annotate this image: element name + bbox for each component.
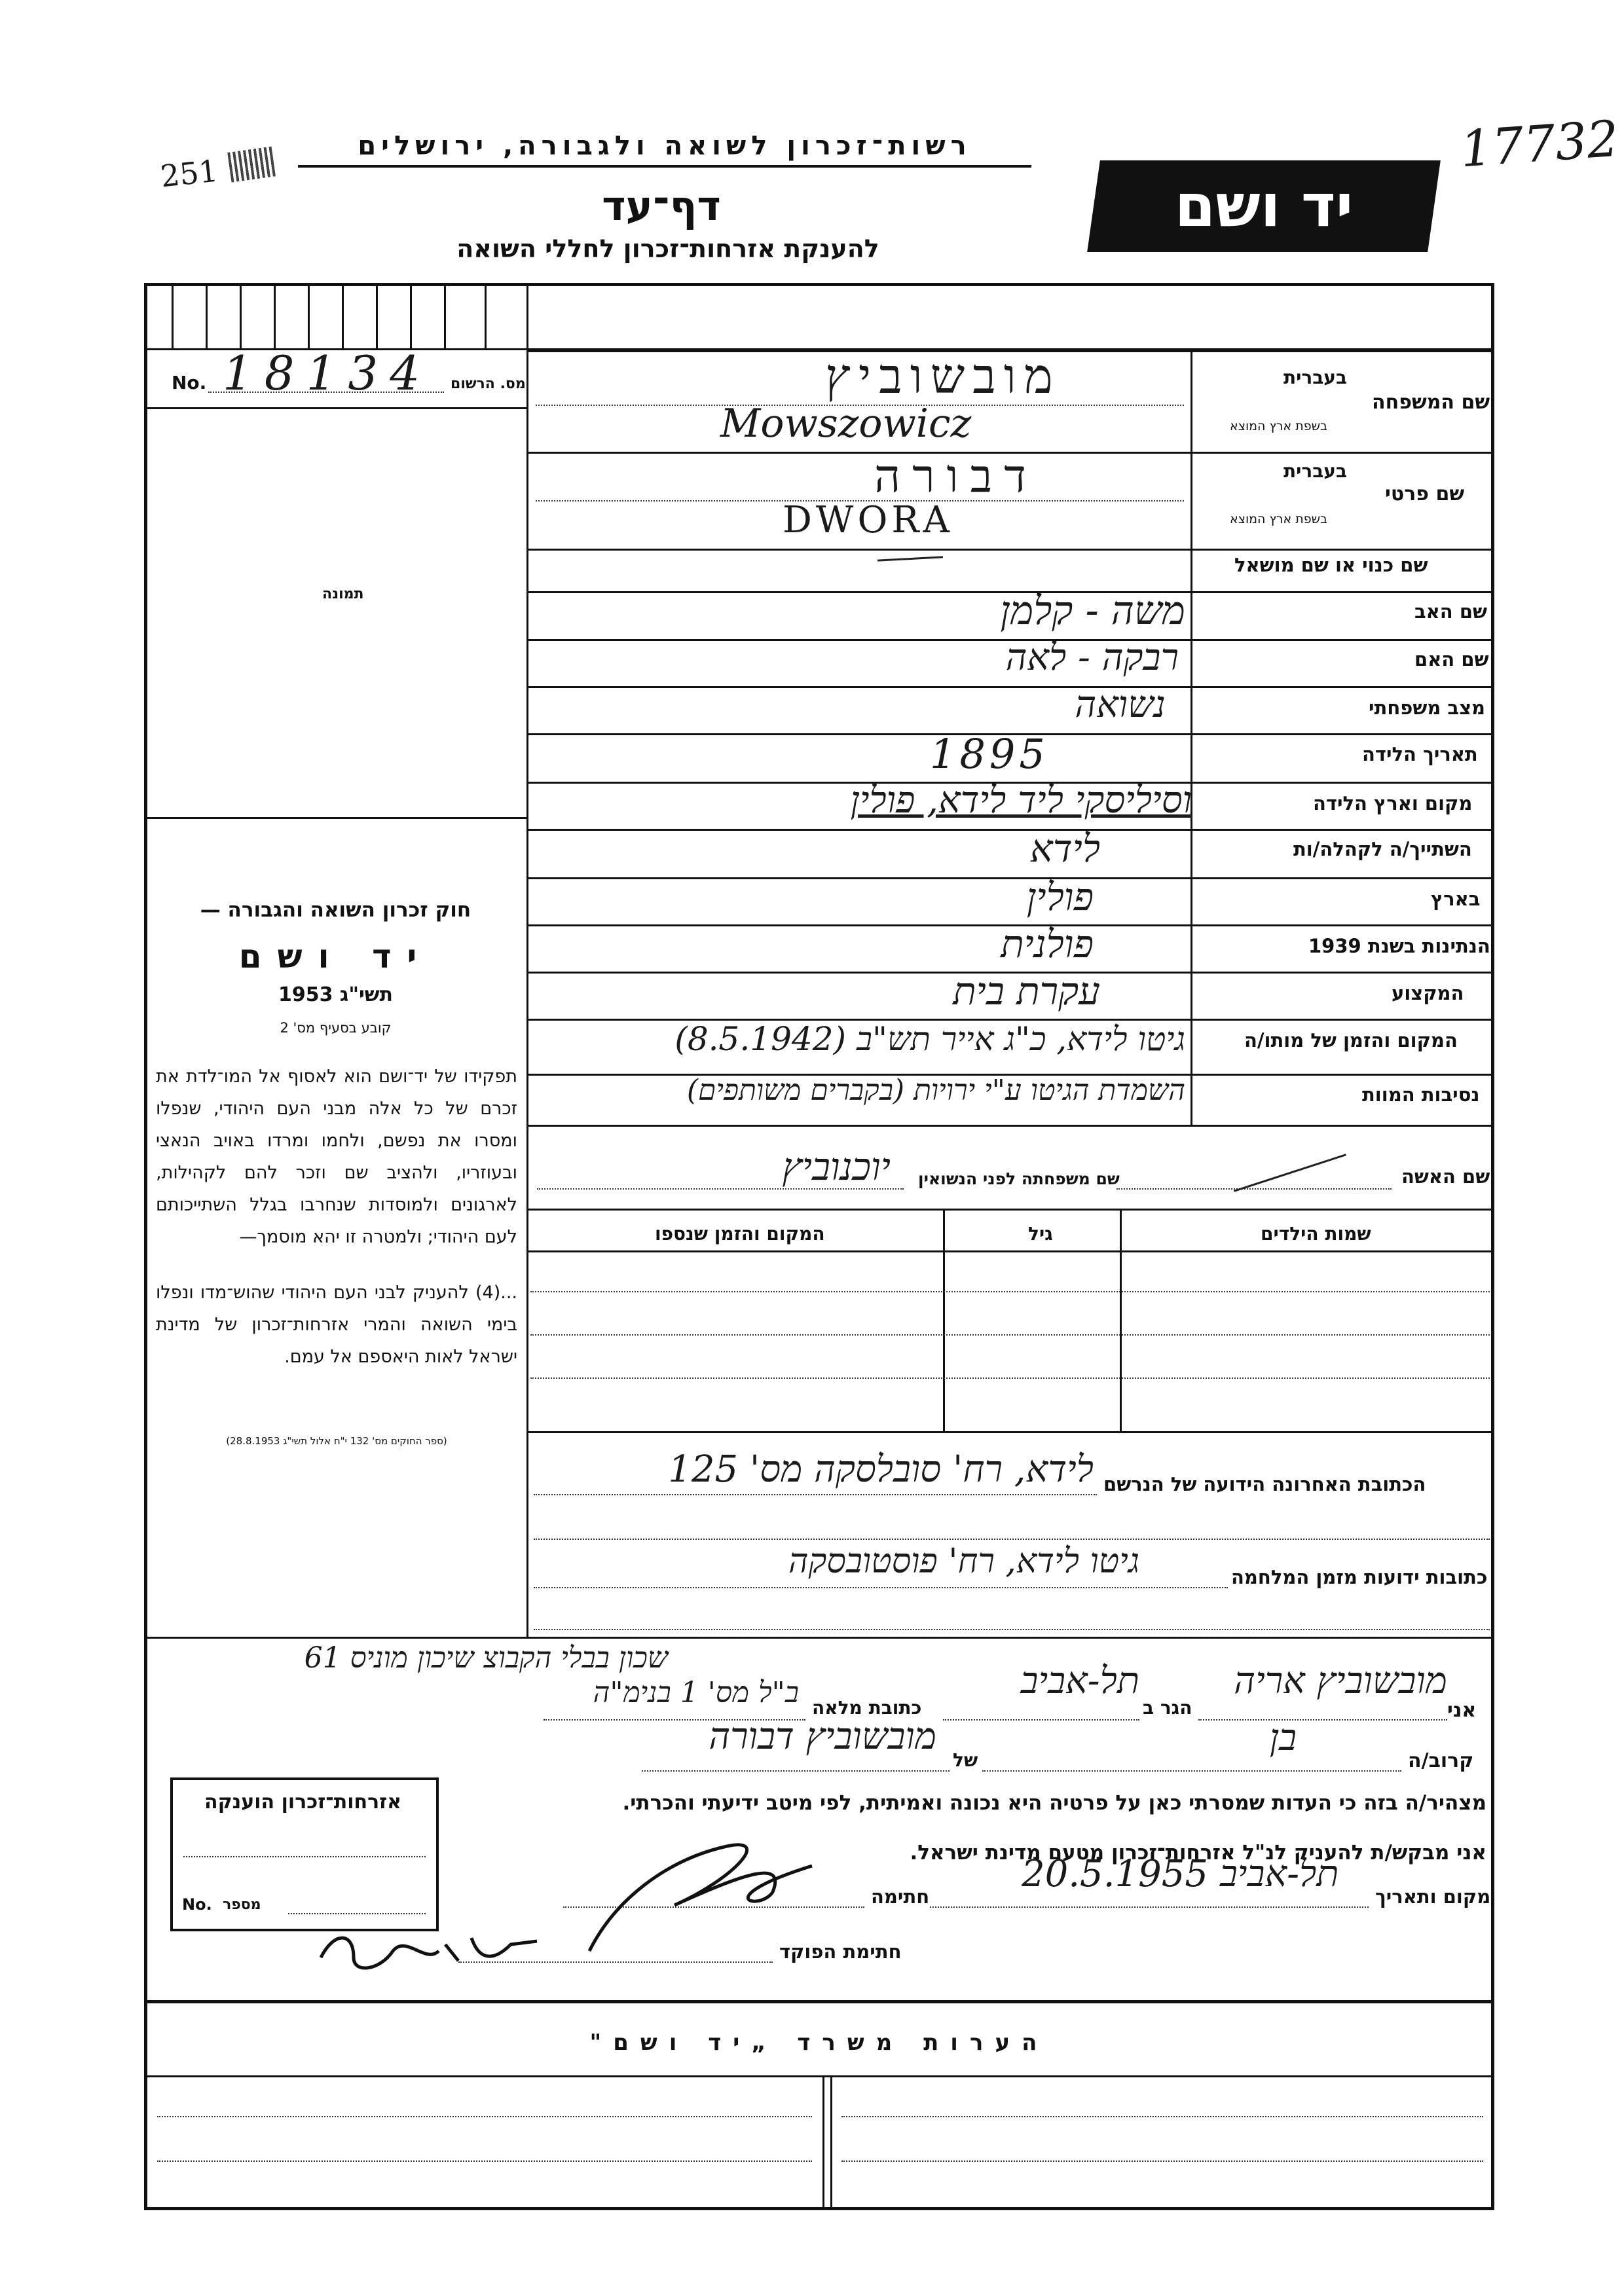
citizenship-label: הנתינות בשנת 1939 — [1308, 935, 1490, 957]
photo-label: תמונה — [322, 586, 364, 602]
profession-value: עקרת בית — [953, 969, 1100, 1013]
father-label: שם האב — [1414, 600, 1488, 623]
law-year: תשי"ג 1953 — [278, 983, 394, 1006]
birth-date-value: 1895 — [930, 730, 1049, 778]
form-subtitle: להענקת אזרחות־זכרון לחללי השואה — [456, 234, 879, 263]
resides-label: הגר ב — [1143, 1697, 1192, 1719]
declarant-i-label: אני — [1447, 1699, 1477, 1722]
relative-of-value: מובשוביץ דבורה — [709, 1715, 936, 1758]
last-address-label: הכתובת האחרונה הידועה של הנרשם — [1103, 1473, 1426, 1495]
law-text-2: ...(4) להעניק לבני העם היהודי שהוש־מדו ונפלו בימי השואה והמרי אזרחות־זכרון של מדינת ישראל לאות היאספם אל עמם. — [156, 1283, 517, 1367]
maiden-name-label: שם משפחתה לפני הנשואין — [918, 1169, 1120, 1188]
birth-place-label: מקום וארץ הלידה — [1313, 792, 1473, 814]
mother-label: שם האם — [1414, 648, 1489, 670]
notes-title: הערות משרד „יד ושם" — [589, 2030, 1049, 2056]
death-label: המקום והזמן של מותו/ה — [1244, 1029, 1458, 1051]
place-date-label: מקום ותאריך — [1375, 1886, 1491, 1908]
surname-local-label: בשפת ארץ המוצא — [1230, 419, 1328, 433]
request-text: אני מבקש/ת להעניק לנ"ל אזרחות־זכרון מטעם מדינת ישראל. — [910, 1841, 1486, 1865]
first-name-local-value: DWORA — [783, 499, 953, 541]
left-column-divider — [526, 286, 528, 1637]
maiden-name-value: יוכנוביץ — [782, 1144, 891, 1189]
declarant-name: מובשוביץ אריה — [1234, 1660, 1447, 1702]
law-citation: (ספר החוקים מס' 132 י"ח אלול תשי"ג 28.8.1953) — [226, 1435, 447, 1447]
circumstances-value: השמדת הגיטו ע"י ירויות (בקברים משותפים) — [686, 1074, 1185, 1107]
field-label-divider — [1190, 350, 1192, 1126]
citizenship-value: פולנית — [1001, 922, 1094, 966]
relation-value: בן — [1269, 1717, 1297, 1759]
community-value: לידא — [1029, 826, 1100, 871]
full-address-label: כתובת מלאה — [812, 1697, 922, 1719]
birth-date-label: תאריך הלידה — [1362, 743, 1478, 765]
citizenship-box-number-label: מספר — [223, 1897, 261, 1913]
community-label: השתייך/ה לקהלה/ות — [1293, 838, 1472, 860]
nickname-label: שם כנוי או שם מושאל — [1234, 554, 1428, 576]
circumstances-label: נסיבות המוות — [1362, 1084, 1480, 1106]
marital-value: נשואה — [1075, 683, 1166, 726]
corner-number: 17732 — [1458, 109, 1621, 179]
registration-label: מס. הרשום — [451, 376, 526, 392]
children-place-header: המקום והזמן שנספו — [655, 1223, 825, 1245]
first-name-hebrew-value: דבורה — [874, 449, 1038, 503]
relative-label: קרוב/ה — [1408, 1749, 1474, 1772]
marital-label: מצב משפחתי — [1369, 697, 1486, 719]
declarant-extra-note: שכון בבלי הקבוצ שיכון מוניס 61 — [304, 1641, 668, 1675]
first-name-local-label: בשפת ארץ המוצא — [1230, 512, 1328, 526]
stamp-number: 251 — [158, 153, 220, 194]
surname-hebrew-value: מובשוביץ — [825, 348, 1061, 405]
of-label: של — [953, 1749, 978, 1771]
children-names-header: שמות הילדים — [1261, 1223, 1371, 1245]
law-title: חוק זכרון השואה והגבורה — — [200, 898, 471, 922]
mother-value: רבקה - לאה — [1005, 636, 1179, 679]
war-address-label: כתובות ידועות מזמן המלחמה — [1231, 1566, 1488, 1588]
last-address-value: לידא, רח' סובלסקה מס' 125 — [668, 1448, 1094, 1491]
profession-label: המקצוע — [1392, 982, 1464, 1004]
registration-no-label: No. — [172, 372, 207, 393]
citizenship-box-no-label: No. — [182, 1895, 212, 1914]
children-age-header: גיל — [1028, 1223, 1053, 1245]
official-signature-label: חתימת הפוקד — [779, 1941, 902, 1963]
first-name-label: שם פרטי — [1385, 483, 1465, 505]
declaration-text: מצהיר/ה בזה כי העדות שמסרתי כאן על פרטיה היא נכונה ואמיתית, לפי מיטב ידיעתי והכרתי. — [622, 1791, 1486, 1815]
law-clause: קובע בסעיף מס' 2 — [280, 1020, 392, 1036]
birth-place-value: וסיליסקי ליד לידא, פולין — [850, 779, 1192, 822]
law-name: יד ושם — [238, 938, 433, 975]
yad-vashem-logo — [1087, 160, 1441, 252]
logo-text: יד ושם — [1174, 172, 1354, 240]
declarant-city: תל-אביב — [1020, 1660, 1139, 1702]
surname-label: שם המשפחה — [1372, 391, 1490, 414]
declarant-street: ב"ל מס' 1 בנימ"ה — [593, 1676, 799, 1709]
surname-hebrew-label: בעברית — [1283, 367, 1348, 388]
father-value: משה - קלמן — [1000, 588, 1185, 634]
country-label: בארץ — [1431, 888, 1481, 910]
institution-name: רשות־זכרון לשואה ולגבורה, ירושלים — [298, 131, 1031, 168]
law-text-1: תפקידו של יד־ושם הוא לאסוף אל המו־לדת את זכרם של כל אלה מבני העם היהודי, שנפלו ומסרו את נפשם, ולחמו ומרדו באויב הנאצי ובעוזריו, ולהציב שם וזכר להם לקהילות, לארגונים ולמוסדות שנחרבו בגלל השתייכותם לעם היהודי; ולמטרה זו יהא מוסמך— — [156, 1066, 517, 1247]
citizenship-box-title: אזרחות־זכרון הוענקה — [204, 1791, 402, 1813]
first-name-hebrew-label: בעברית — [1283, 460, 1348, 482]
country-value: פולין — [1026, 875, 1094, 919]
stamp-mark-icon — [227, 146, 277, 182]
surname-local-value: Mowszowicz — [720, 401, 972, 446]
form-title: דף־עד — [602, 182, 721, 230]
signature-label: חתימה — [871, 1886, 930, 1908]
place-date-value: תל-אביב 20.5.1955 — [1022, 1853, 1339, 1895]
death-value: גיטו לידא, כ"ג אייר תש"ב (8.5.1942) — [674, 1020, 1185, 1058]
war-address-value: גיטו לידא, רח' פוסטובסקה — [788, 1542, 1139, 1581]
spouse-label: שם האשה — [1401, 1165, 1490, 1188]
registration-number: 18134 — [223, 346, 432, 401]
